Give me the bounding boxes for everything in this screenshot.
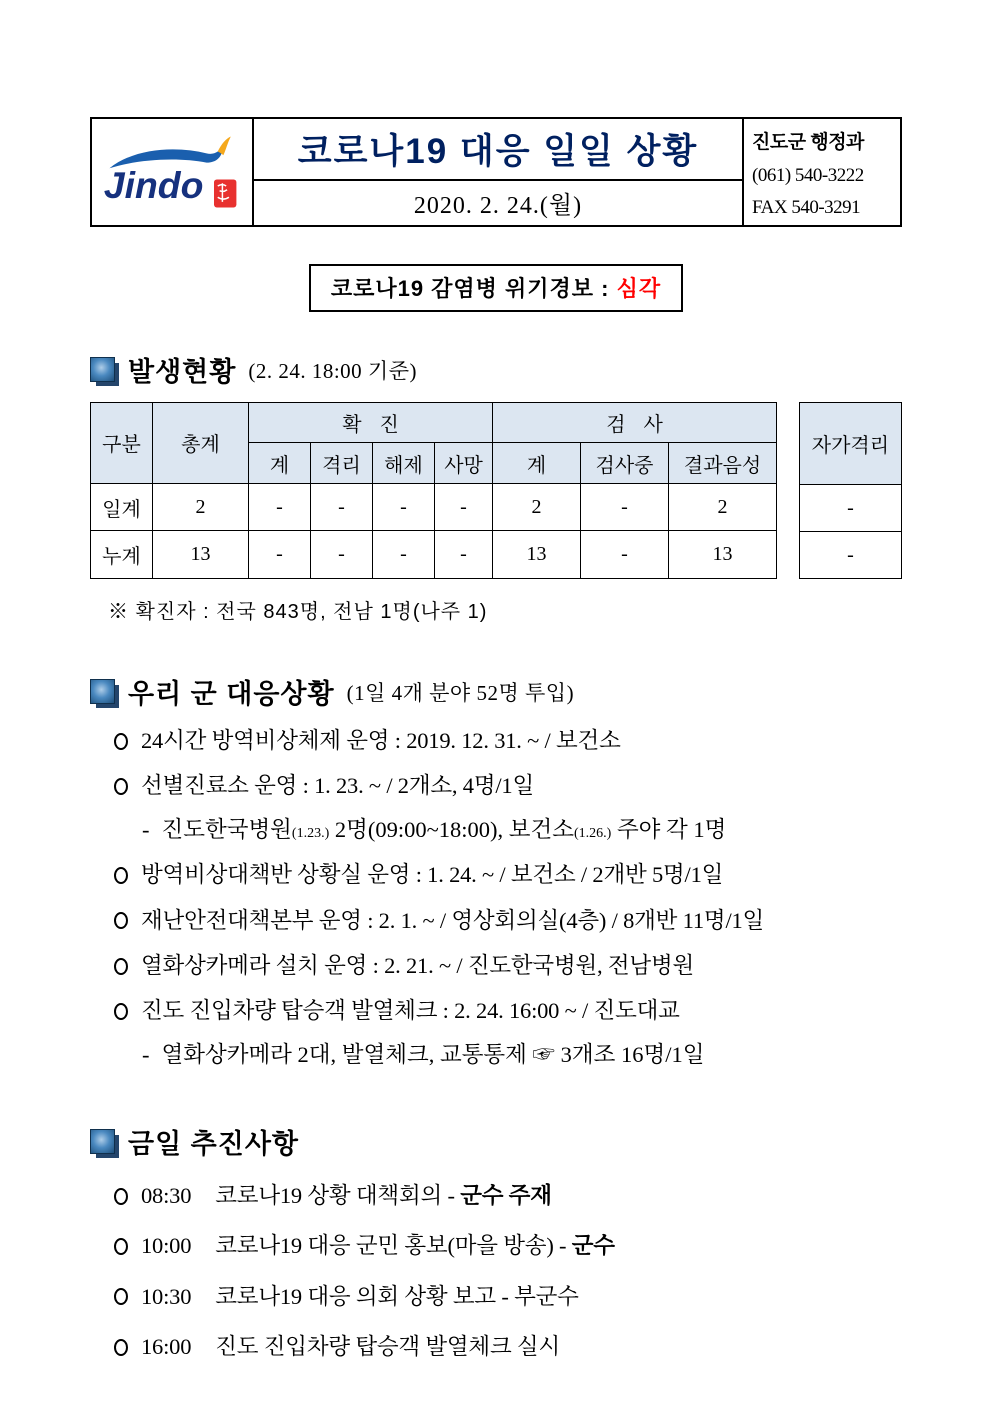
quarantine-table [799,402,902,579]
subcol-test-total: 계 [493,443,581,483]
section1-subtitle: (2. 24. 18:00 기준) [248,358,417,383]
circle-bullet-icon [114,1288,128,1305]
circle-bullet-icon [114,1339,128,1356]
list-item [114,906,902,936]
cell: - [581,531,669,579]
subcol-confirmed-total: 계 [249,443,311,483]
section1-title: 발생현황 [128,357,237,387]
schedule-text: 코로나19 대응 군민 홍보(마을 방송) - 군수 [215,1233,615,1259]
confirmed-cases-note: ※ 확진자 : 전국 843명, 전남 1명(나주 1) [108,601,488,623]
blue-square-icon [90,357,115,382]
schedule-text: 진도 진입차량 탑승객 발열체크 실시 [215,1334,560,1360]
schedule-time: 16:00 [141,1334,192,1360]
blue-square-icon [90,1129,115,1154]
subcol-testing: 검사중 [581,443,669,483]
item-text: 24시간 방역비상체제 운영 : 2019. 12. 31. ~ / 보건소 [141,728,621,753]
cell: - [311,531,373,579]
list-subitem [142,815,902,845]
cell: 13 [493,531,581,579]
cell: - [373,483,435,531]
jindo-logo [92,119,254,225]
circle-bullet-icon [114,958,128,975]
list-item [114,951,902,981]
cell: 일계 [91,483,153,531]
header-contact [742,119,900,225]
cell: 누계 [91,531,153,579]
crisis-alert-box [309,264,683,312]
circle-bullet-icon [114,1003,128,1020]
cell: - [435,531,493,579]
item-text: 진도한국병원(1.23.) 2명(09:00~18:00), 보건소(1.26.) 주야 각 1명 [161,816,727,842]
col-header-quarantine: 자가격리 [799,403,901,485]
dash-bullet: - [142,816,150,842]
circle-bullet-icon [114,778,128,795]
section-county-response [90,672,902,711]
item-text: 열화상카메라 설치 운영 : 2. 21. ~ / 진도한국병원, 전남병원 [141,952,695,978]
schedule-items [90,1181,902,1363]
status-tables [90,402,902,579]
cell-quarantine-daily: - [799,485,901,532]
cell: - [249,531,311,579]
item-text: 방역비상대책반 상황실 운영 : 1. 24. ~ / 보건소 / 2개반 5명/1일 [141,862,724,888]
section-outbreak-status [90,350,902,389]
list-subitem [142,1040,902,1070]
subcol-death: 사망 [435,443,493,483]
cell: 2 [669,483,777,531]
section2-title: 우리 군 대응상황 [128,679,335,709]
cell: - [581,483,669,531]
header-center [254,119,742,225]
list-item [114,726,902,756]
circle-bullet-icon [114,1188,128,1205]
subcol-negative: 결과음성 [669,443,777,483]
jindo-logo-icon [102,129,242,215]
response-items [90,726,902,1070]
cell: 13 [669,531,777,579]
red-seal-stamp [214,179,236,207]
schedule-time: 08:30 [141,1183,192,1208]
phone-number: (061) 540-3222 [752,164,864,186]
subcol-isolated: 격리 [311,443,373,483]
subcol-released: 해제 [373,443,435,483]
table-row-daily [91,483,777,531]
document-date: 2020. 2. 24.(월) [413,193,583,220]
item-text: 진도 진입차량 탑승객 발열체크 : 2. 24. 16:00 ~ / 진도대교 [141,998,680,1024]
cell-quarantine-cumulative: - [799,532,901,579]
list-item [114,996,902,1026]
blue-square-icon [90,679,115,704]
circle-bullet-icon [114,867,128,884]
cell: - [373,531,435,579]
section3-title: 금일 추진사항 [128,1129,299,1159]
schedule-time: 10:00 [141,1233,192,1259]
cell: - [435,483,493,531]
outbreak-table [90,402,777,579]
schedule-item [114,1181,902,1211]
cell: 2 [493,483,581,531]
alert-level: 심각 [616,276,662,301]
logo-text: Jindo [103,164,204,207]
list-item [114,860,902,890]
schedule-item [114,1231,902,1261]
section-today-plan [90,1122,902,1161]
cell: - [249,483,311,531]
schedule-text: 코로나19 대응 의회 상황 보고 - 부군수 [215,1283,579,1309]
item-text: 열화상카메라 2대, 발열체크, 교통통제 ☞ 3개조 16명/1일 [161,1041,705,1067]
group-header-test: 검사 [493,403,777,443]
circle-bullet-icon [114,733,128,750]
table-gap [777,402,799,579]
table-row-cumulative [91,531,777,579]
col-header-gubun: 구분 [91,403,153,484]
circle-bullet-icon [114,912,128,929]
circle-bullet-icon [114,1238,128,1255]
department-name: 진도군 행정과 [752,132,864,153]
schedule-text: 코로나19 상황 대책회의 - 군수 주재 [215,1183,552,1208]
col-header-total: 총계 [153,403,249,484]
list-item [114,771,902,801]
section2-subtitle: (1일 4개 분야 52명 투입) [346,680,575,705]
item-text: 선별진료소 운영 : 1. 23. ~ / 2개소, 4명/1일 [141,773,534,799]
cell: - [311,483,373,531]
group-header-confirmed: 확진 [249,403,493,443]
cell: 2 [153,483,249,531]
document-header [90,117,902,227]
fax-number: FAX 540-3291 [752,197,861,218]
cell: 13 [153,531,249,579]
document-title: 코로나19 대응 일일 상황 [254,119,742,181]
schedule-time: 10:30 [141,1283,192,1309]
dash-bullet: - [142,1041,150,1067]
schedule-item [114,1282,902,1312]
item-text: 재난안전대책본부 운영 : 2. 1. ~ / 영상회의실(4층) / 8개반 11명/1일 [141,907,765,933]
schedule-item [114,1332,902,1362]
alert-prefix: 코로나19 감염병 위기경보 : [330,276,617,301]
